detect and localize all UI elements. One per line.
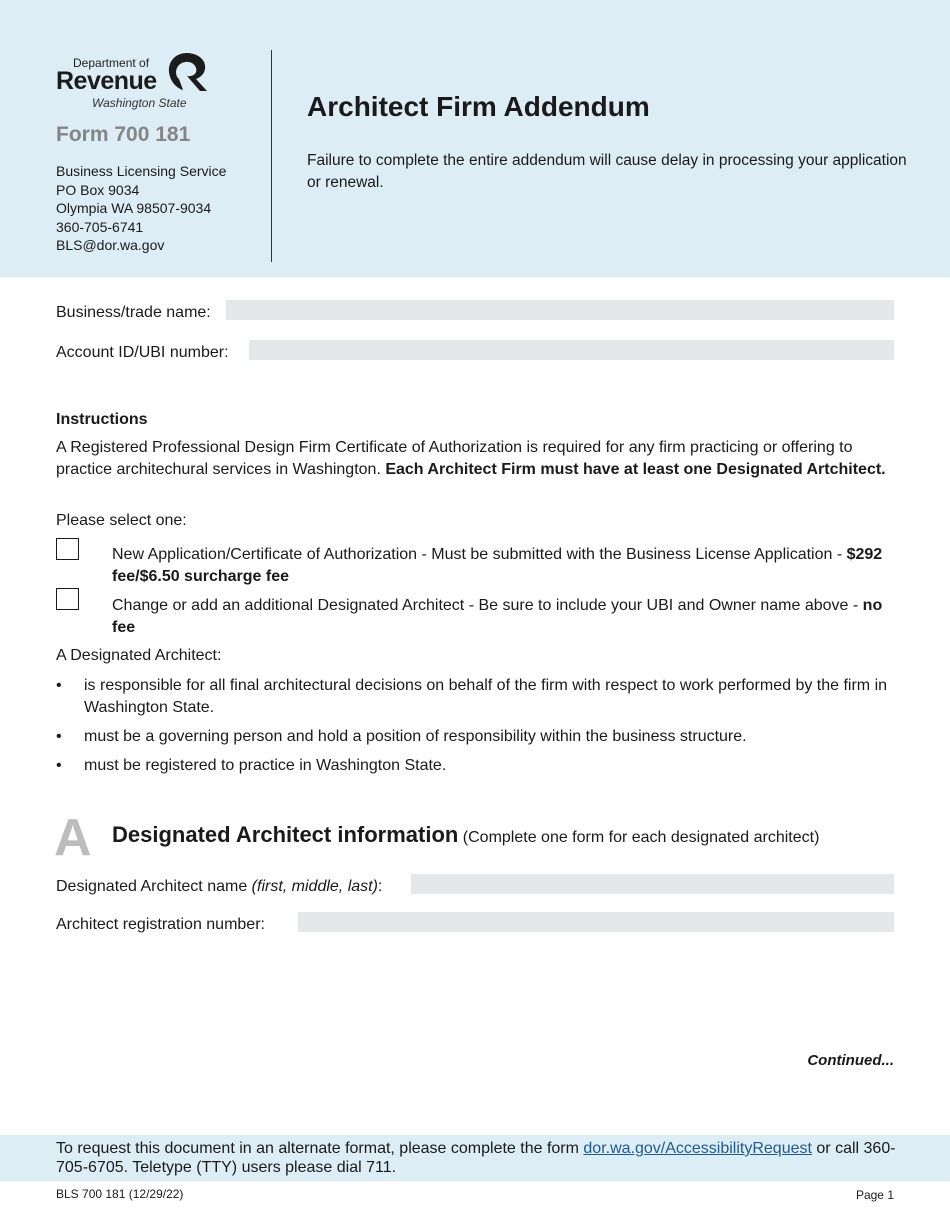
- list-item-text: must be a governing person and hold a position of responsibility within the business structure.: [84, 728, 747, 745]
- account-id-input[interactable]: [249, 340, 894, 360]
- instructions-heading: Instructions: [56, 411, 148, 428]
- new-application-text: New Application/Certificate of Authorization - Must be submitted with the Business License Application -: [112, 546, 847, 563]
- accessibility-text-after: or call 360-705-6705. Teletype (TTY) users please dial 711.: [56, 1140, 896, 1176]
- instructions-paragraph: [56, 437, 901, 481]
- page-number: Page 1: [855, 1188, 894, 1202]
- agency-address: [56, 162, 226, 255]
- change-architect-option: [112, 595, 902, 639]
- bullet-dot: •: [56, 757, 62, 774]
- select-prompt: Please select one:: [56, 512, 187, 529]
- accessibility-request-link[interactable]: dor.wa.gov/AccessibilityRequest: [583, 1140, 812, 1157]
- accessibility-notice: [56, 1139, 916, 1177]
- architect-name-input[interactable]: [411, 874, 894, 894]
- list-item: [56, 755, 901, 777]
- list-item: [56, 726, 901, 748]
- architect-name-label-colon: :: [377, 878, 383, 895]
- continued-note: Continued...: [807, 1052, 894, 1069]
- bullet-dot: •: [56, 677, 62, 694]
- logo-state-text: Washington State: [92, 96, 187, 110]
- header-divider: [271, 50, 272, 262]
- page-title: Architect Firm Addendum: [307, 91, 650, 122]
- designated-intro: A Designated Architect:: [56, 647, 222, 664]
- address-email: BLS@dor.wa.gov: [56, 237, 165, 254]
- section-a-note: (Complete one form for each designated architect): [458, 829, 820, 846]
- registration-number-input[interactable]: [298, 912, 894, 932]
- list-item-text: must be registered to practice in Washington State.: [84, 757, 447, 774]
- form-revision-code: BLS 700 181 (12/29/22): [56, 1187, 184, 1201]
- bullet-dot: •: [56, 728, 62, 745]
- architect-name-label: [56, 878, 382, 896]
- address-phone: 360-705-6741: [56, 218, 144, 235]
- form-number: Form 700 181: [56, 123, 191, 146]
- section-a-letter: A: [54, 809, 92, 867]
- dor-swirl-logo-icon: [166, 50, 208, 94]
- instructions-paragraph-bold: Each Architect Firm must have at least one Designated Artchitect.: [385, 461, 886, 478]
- section-a-title-text: Designated Architect information: [112, 822, 459, 847]
- new-application-checkbox[interactable]: [56, 538, 79, 560]
- new-application-fee: $292 fee/$6.50 surcharge fee: [112, 546, 883, 585]
- list-item-text: is responsible for all final architectural decisions on behalf of the firm with respect to work performed by the firm in Washington State.: [84, 677, 888, 716]
- instructions-paragraph-plain: A Registered Professional Design Firm Certificate of Authorization is required for any firm practicing or offering to practice architechural services in Washington.: [56, 439, 853, 478]
- list-item: [56, 675, 901, 719]
- logo-department-text: Department of: [73, 56, 150, 70]
- dor-logo: [56, 50, 216, 112]
- page-subtitle: Failure to complete the entire addendum will cause delay in processing your application or renewal.: [307, 152, 907, 191]
- architect-name-label-plain: Designated Architect name: [56, 878, 252, 895]
- accessibility-text-before: To request this document in an alternate format, please complete the form: [56, 1140, 584, 1157]
- business-name-label: Business/trade name:: [56, 304, 211, 321]
- address-line-1: Business Licensing Service: [56, 163, 227, 179]
- section-a-title: [112, 822, 819, 848]
- architect-name-label-italic: (first, middle, last): [251, 878, 378, 895]
- change-architect-fee: no fee: [112, 597, 883, 636]
- designated-architect-list: [56, 675, 901, 784]
- logo-revenue-text: Revenue: [56, 67, 157, 95]
- new-application-option: [112, 544, 902, 588]
- account-id-label: Account ID/UBI number:: [56, 344, 229, 361]
- registration-number-label: Architect registration number:: [56, 916, 265, 933]
- business-name-input[interactable]: [226, 300, 894, 320]
- change-architect-checkbox[interactable]: [56, 588, 79, 610]
- address-line-3: Olympia WA 98507-9034: [56, 200, 212, 217]
- change-architect-text: Change or add an additional Designated Architect - Be sure to include your UBI and Owner name above -: [112, 597, 863, 614]
- address-line-2: PO Box 9034: [56, 181, 140, 198]
